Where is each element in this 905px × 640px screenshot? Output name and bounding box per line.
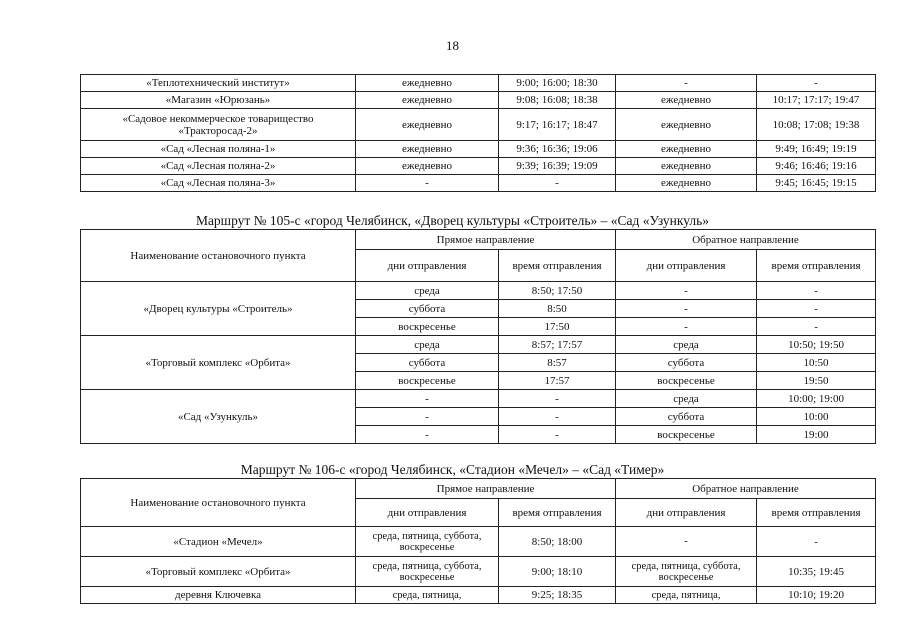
time-backward: 10:00 [757, 408, 876, 426]
stop-name: «Сад «Лесная поляна-1» [81, 141, 356, 158]
days-forward: ежедневно [356, 158, 499, 175]
time-forward: 8:57 [499, 354, 616, 372]
time-forward: 9:39; 16:39; 19:09 [499, 158, 616, 175]
time-forward: 9:00; 18:10 [499, 557, 616, 587]
table-row [81, 336, 876, 354]
days-forward: ежедневно [356, 109, 499, 141]
time-backward: - [757, 282, 876, 300]
days-backward: суббота [616, 354, 757, 372]
days-forward: - [356, 408, 499, 426]
time-backward: 10:00; 19:00 [757, 390, 876, 408]
time-forward: 8:57; 17:57 [499, 336, 616, 354]
days-forward: - [356, 390, 499, 408]
time-backward: - [757, 527, 876, 557]
time-backward: 9:45; 16:45; 19:15 [757, 175, 876, 192]
header-days-forward: дни отправления [356, 499, 499, 527]
route-106-table [80, 478, 876, 604]
days-forward: среда, пятница, суббота, воскресенье [356, 527, 499, 557]
header-backward: Обратное направление [616, 230, 876, 250]
days-backward: - [616, 300, 757, 318]
time-backward: 10:50 [757, 354, 876, 372]
days-forward: воскресенье [356, 318, 499, 336]
table-row [81, 527, 876, 557]
header-time-backward: время отправления [757, 250, 876, 282]
time-forward: 8:50; 17:50 [499, 282, 616, 300]
time-forward: - [499, 426, 616, 444]
table-row [81, 158, 876, 175]
header-time-forward: время отправления [499, 250, 616, 282]
stop-name: «Магазин «Юрюзань» [81, 92, 356, 109]
days-backward: среда [616, 336, 757, 354]
time-forward: 9:25; 18:35 [499, 587, 616, 604]
days-backward: среда, пятница, суббота, воскресенье [616, 557, 757, 587]
page-number: 18 [446, 38, 459, 53]
time-backward: 10:08; 17:08; 19:38 [757, 109, 876, 141]
header-days-backward: дни отправления [616, 499, 757, 527]
days-forward: ежедневно [356, 141, 499, 158]
days-backward: ежедневно [616, 92, 757, 109]
header-time-backward: время отправления [757, 499, 876, 527]
table-row [81, 557, 876, 587]
time-backward: - [757, 300, 876, 318]
days-backward: ежедневно [616, 175, 757, 192]
days-backward: среда, пятница, [616, 587, 757, 604]
days-backward: ежедневно [616, 158, 757, 175]
header-stop-name: Наименование остановочного пункта [81, 230, 356, 282]
time-forward: 8:50; 18:00 [499, 527, 616, 557]
table-row [81, 282, 876, 300]
header-forward: Прямое направление [356, 230, 616, 250]
stop-name: «Стадион «Мечел» [81, 527, 356, 557]
time-backward: 19:50 [757, 372, 876, 390]
days-forward: - [356, 426, 499, 444]
days-backward: суббота [616, 408, 757, 426]
stop-name: «Торговый комплекс «Орбита» [81, 336, 356, 390]
table-row [81, 587, 876, 604]
stop-name: «Торговый комплекс «Орбита» [81, 557, 356, 587]
time-forward: - [499, 408, 616, 426]
stop-name: «Сад «Узункуль» [81, 390, 356, 444]
time-backward: 9:49; 16:49; 19:19 [757, 141, 876, 158]
header-forward: Прямое направление [356, 479, 616, 499]
days-forward: среда, пятница, суббота, воскресенье [356, 557, 499, 587]
days-backward: - [616, 75, 757, 92]
time-forward: 17:50 [499, 318, 616, 336]
days-backward: ежедневно [616, 109, 757, 141]
table-row [81, 109, 876, 141]
days-backward: ежедневно [616, 141, 757, 158]
header-days-backward: дни отправления [616, 250, 757, 282]
table-row [81, 92, 876, 109]
stop-name: деревня Ключевка [81, 587, 356, 604]
days-forward: ежедневно [356, 75, 499, 92]
time-backward: 10:10; 19:20 [757, 587, 876, 604]
days-forward: воскресенье [356, 372, 499, 390]
table-row [81, 390, 876, 408]
time-backward: 10:50; 19:50 [757, 336, 876, 354]
time-backward: - [757, 318, 876, 336]
days-forward: среда, пятница, [356, 587, 499, 604]
header-time-forward: время отправления [499, 499, 616, 527]
days-forward: - [356, 175, 499, 192]
time-forward: 9:36; 16:36; 19:06 [499, 141, 616, 158]
header-backward: Обратное направление [616, 479, 876, 499]
schedule-table-continued [80, 74, 876, 192]
days-backward: воскресенье [616, 426, 757, 444]
time-forward: - [499, 175, 616, 192]
route-105-title: Маршрут № 105-с «город Челябинск, «Дворец культуры «Строитель» – «Сад «Узункуль» [195, 213, 710, 228]
time-forward: - [499, 390, 616, 408]
stop-name: «Сад «Лесная поляна-3» [81, 175, 356, 192]
time-backward: 10:17; 17:17; 19:47 [757, 92, 876, 109]
header-stop-name: Наименование остановочного пункта [81, 479, 356, 527]
stop-name: «Теплотехнический институт» [81, 75, 356, 92]
time-backward: 9:46; 16:46; 19:16 [757, 158, 876, 175]
days-forward: среда [356, 336, 499, 354]
table-row [81, 175, 876, 192]
days-forward: суббота [356, 354, 499, 372]
continued-table-body [81, 75, 876, 192]
days-forward: ежедневно [356, 92, 499, 109]
route-106-title: Маршрут № 106-с «город Челябинск, «Стадион «Мечел» – «Сад «Тимер» [240, 462, 665, 477]
route-106-body [81, 527, 876, 604]
stop-name: «Сад «Лесная поляна-2» [81, 158, 356, 175]
days-backward: - [616, 318, 757, 336]
days-backward: воскресенье [616, 372, 757, 390]
route-105-table [80, 229, 876, 444]
time-forward: 17:57 [499, 372, 616, 390]
days-backward: среда [616, 390, 757, 408]
days-backward: - [616, 527, 757, 557]
stop-name: «Садовое некоммерческое товарищество «Тракторосад-2» [81, 109, 356, 141]
days-forward: суббота [356, 300, 499, 318]
time-backward: 10:35; 19:45 [757, 557, 876, 587]
time-backward: 19:00 [757, 426, 876, 444]
header-days-forward: дни отправления [356, 250, 499, 282]
time-forward: 9:00; 16:00; 18:30 [499, 75, 616, 92]
table-row [81, 141, 876, 158]
time-forward: 9:17; 16:17; 18:47 [499, 109, 616, 141]
time-forward: 8:50 [499, 300, 616, 318]
route-105-body [81, 282, 876, 444]
stop-name: «Дворец культуры «Строитель» [81, 282, 356, 336]
time-backward: - [757, 75, 876, 92]
time-forward: 9:08; 16:08; 18:38 [499, 92, 616, 109]
days-backward: - [616, 282, 757, 300]
days-forward: среда [356, 282, 499, 300]
table-row [81, 75, 876, 92]
